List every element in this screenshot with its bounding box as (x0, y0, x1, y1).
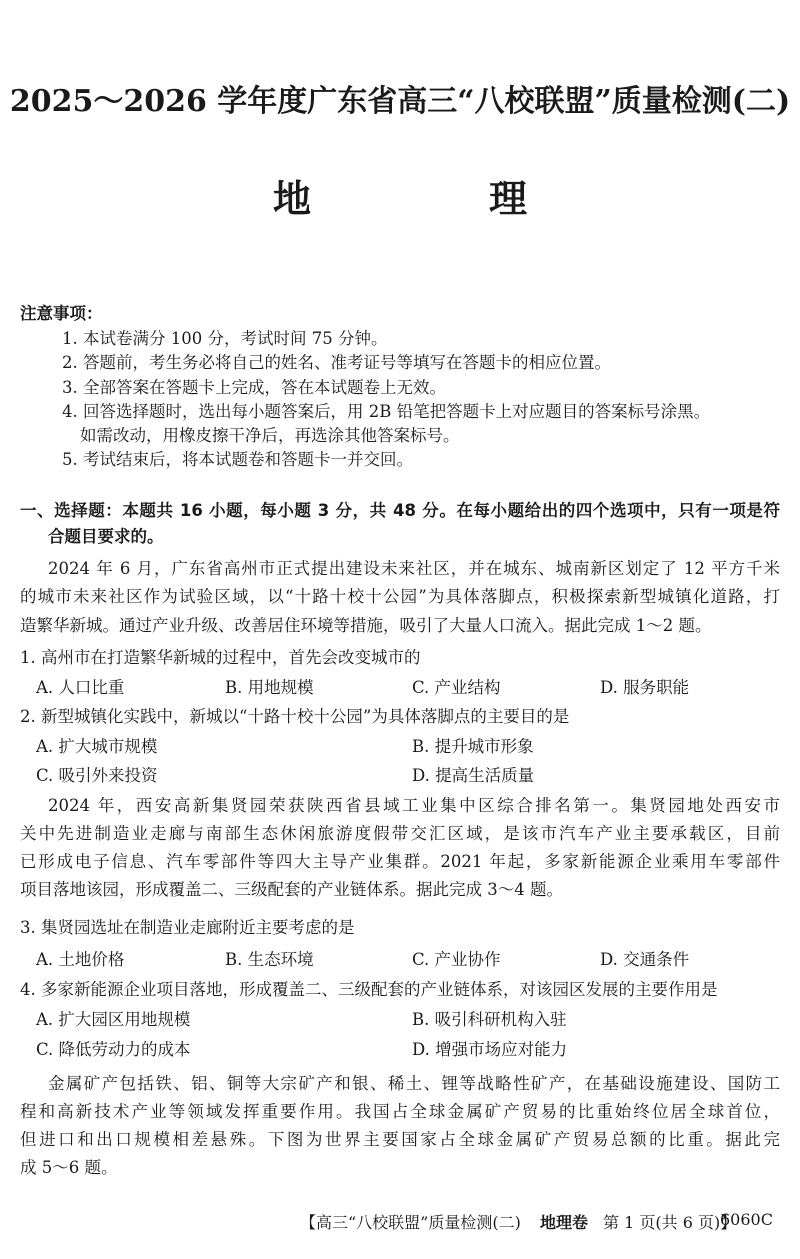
passage-line: 程和高新技术产业等领域发挥重要作用。我国占全球金属矿产贸易的比重始终位居全球首位， (20, 1102, 780, 1121)
q2-option-d: D. 提高生活质量 (412, 766, 535, 785)
footer-exam-name: 【高三“八校联盟”质量检测(二) (300, 1213, 521, 1232)
footer-subject: 地理卷 (539, 1213, 588, 1232)
q1-option-d: D. 服务职能 (600, 678, 690, 697)
q1-option-a: A. 人口比重 (36, 678, 125, 697)
q3-option-a: A. 土地价格 (36, 950, 125, 969)
paper-code: 6060C (720, 1210, 773, 1229)
question-2-stem: 2. 新型城镇化实践中，新城以“十路十校十公园”为具体落脚点的主要目的是 (20, 707, 570, 726)
notice-item: 2. 答题前，考生务必将自己的姓名、准考证号等填写在答题卡的相应位置。 (62, 353, 611, 372)
q2-option-b: B. 提升城市形象 (412, 737, 534, 756)
passage-line: 2024 年 6 月，广东省高州市正式提出建设未来社区，并在城东、城南新区划定了 12 平方千米 (48, 559, 780, 578)
q1-option-b: B. 用地规模 (225, 678, 314, 697)
q4-option-d: D. 增强市场应对能力 (412, 1040, 568, 1059)
section-heading: 一、选择题：本题共 16 小题，每小题 3 分，共 48 分。在每小题给出的四个选项中，只有一项是符 (20, 501, 780, 520)
q4-option-b: B. 吸引科研机构入驻 (412, 1010, 567, 1029)
passage-line: 但进口和出口规模相差悬殊。下图为世界主要国家占全球金属矿产贸易总额的比重。据此完 (20, 1130, 780, 1149)
passage-line: 2024 年，西安高新集贤园荣获陕西省县域工业集中区综合排名第一。集贤园地处西安市 (48, 796, 780, 815)
passage-line: 造繁华新城。通过产业升级、改善居住环境等措施，吸引了大量人口流入。据此完成 1～2 题。 (20, 616, 712, 635)
passage-line: 的城市未来社区作为试验区域，以“十路十校十公园”为具体落脚点，积极探索新型城镇化道路，打 (20, 587, 780, 606)
passage-line: 关中先进制造业走廊与南部生态休闲旅游度假带交汇区域，是该市汽车产业主要承载区，目前 (20, 824, 780, 843)
passage-line: 已形成电子信息、汽车零部件等四大主导产业集群。2021 年起，多家新能源企业乘用车零部件 (20, 852, 780, 871)
section-heading-cont: 合题目要求的。 (48, 527, 164, 546)
exam-title: 2025～2026 学年度广东省高三“八校联盟”质量检测(二) (9, 84, 791, 119)
page-footer (300, 1210, 736, 1233)
q2-option-c: C. 吸引外来投资 (36, 766, 158, 785)
subject-title: 地 理 (272, 177, 597, 221)
notice-item: 1. 本试卷满分 100 分，考试时间 75 分钟。 (62, 329, 388, 348)
q4-option-c: C. 降低劳动力的成本 (36, 1040, 191, 1059)
passage-line: 项目落地该园，形成覆盖二、三级配套的产业链体系。据此完成 3～4 题。 (20, 880, 563, 899)
q2-option-a: A. 扩大城市规模 (36, 737, 158, 756)
passage-line: 成 5～6 题。 (20, 1158, 118, 1177)
notice-item: 5. 考试结束后，将本试题卷和答题卡一并交回。 (62, 450, 413, 469)
notice-heading: 注意事项： (20, 304, 103, 323)
q3-option-c: C. 产业协作 (412, 950, 501, 969)
passage-line: 金属矿产包括铁、铝、铜等大宗矿产和银、稀土、锂等战略性矿产，在基础设施建设、国防工 (48, 1074, 780, 1093)
footer-page-number: 第 1 页(共 6 页)】 (603, 1213, 737, 1232)
notice-item: 3. 全部答案在答题卡上完成，答在本试题卷上无效。 (62, 378, 446, 397)
q4-option-a: A. 扩大园区用地规模 (36, 1010, 191, 1029)
q3-option-d: D. 交通条件 (600, 950, 690, 969)
notice-item: 如需改动，用橡皮擦干净后，再选涂其他答案标号。 (80, 426, 460, 445)
q3-option-b: B. 生态环境 (225, 950, 314, 969)
question-4-stem: 4. 多家新能源企业项目落地，形成覆盖二、三级配套的产业链体系，对该园区发展的主要作用是 (20, 980, 718, 999)
q1-option-c: C. 产业结构 (412, 678, 501, 697)
question-3-stem: 3. 集贤园选址在制造业走廊附近主要考虑的是 (20, 918, 355, 937)
notice-item: 4. 回答选择题时，选出每小题答案后，用 2B 铅笔把答题卡上对应题目的答案标号涂黑。 (62, 402, 711, 421)
question-1-stem: 1. 高州市在打造繁华新城的过程中，首先会改变城市的 (20, 648, 421, 667)
